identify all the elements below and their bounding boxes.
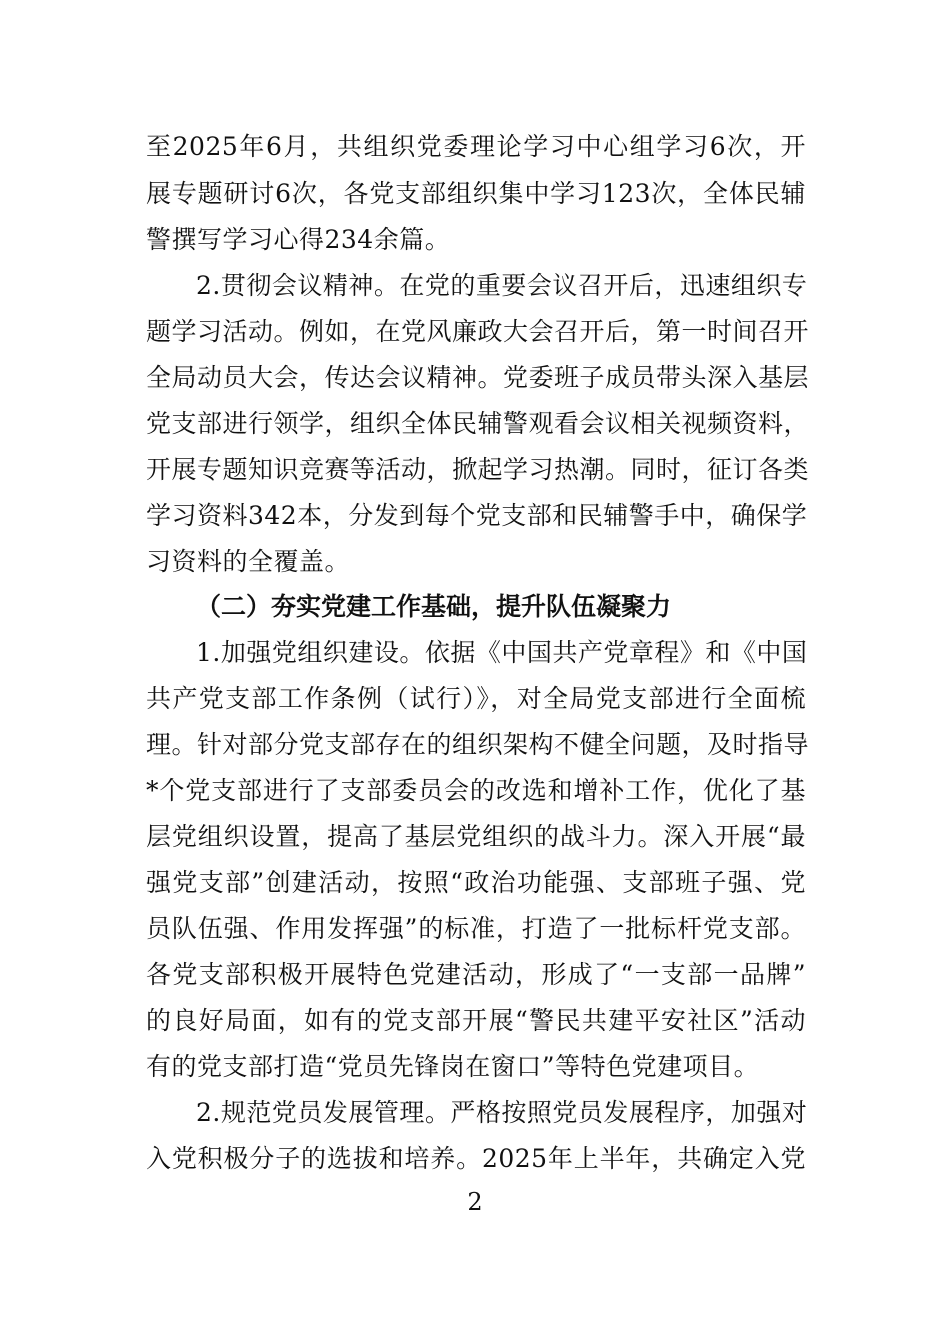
body-line: 警撰写学习心得234余篇。 [146,225,451,254]
body-line: 层党组织设置，提高了基层党组织的战斗力。深入开展“最 [146,822,806,851]
body-line: 开展专题知识竞赛等活动，掀起学习热潮。同时，征订各类 [146,455,810,484]
body-line: 各党支部积极开展特色党建活动，形成了“一支部一品牌” [146,960,806,989]
body-line: 理。针对部分党支部存在的组织架构不健全问题，及时指导 [146,730,810,759]
body-line: 党支部进行领学，组织全体民辅警观看会议相关视频资料， [146,409,810,438]
body-line: 展专题研讨6次，各党支部组织集中学习123次，全体民辅 [146,179,806,208]
body-line: 全局动员大会，传达会议精神。党委班子成员带头深入基层 [146,363,810,392]
body-line: 学习资料342本，分发到每个党支部和民辅警手中，确保学 [146,501,808,530]
body-line: 1.加强党组织建设。依据《中国共产党章程》和《中国 [196,638,808,667]
body-line: 强党支部”创建活动，按照“政治功能强、支部班子强、党 [146,868,806,897]
body-line: 入党积极分子的选拔和培养。2025年上半年，共确定入党 [146,1144,806,1173]
body-line: 员队伍强、作用发挥强”的标准，打造了一批标杆党支部。 [146,914,806,943]
section-heading: （二）夯实党建工作基础，提升队伍凝聚力 [196,592,672,621]
page-number: 2 [467,1188,483,1216]
body-line: 题学习活动。例如，在党风廉政大会召开后，第一时间召开 [146,317,810,346]
body-line: *个党支部进行了支部委员会的改选和增补工作，优化了基 [146,776,806,805]
body-line: 2.贯彻会议精神。在党的重要会议召开后，迅速组织专 [196,271,808,300]
body-line: 2.规范党员发展管理。严格按照党员发展程序，加强对 [196,1098,808,1127]
body-line: 有的党支部打造“党员先锋岗在窗口”等特色党建项目。 [146,1052,760,1081]
body-line: 习资料的全覆盖。 [146,547,351,576]
body-line: 至2025年6月，共组织党委理论学习中心组学习6次，开 [146,132,806,161]
body-line: 的良好局面，如有的党支部开展“警民共建平安社区”活动 [146,1006,806,1035]
body-line: 共产党支部工作条例（试行）》，对全局党支部进行全面梳 [146,684,806,713]
